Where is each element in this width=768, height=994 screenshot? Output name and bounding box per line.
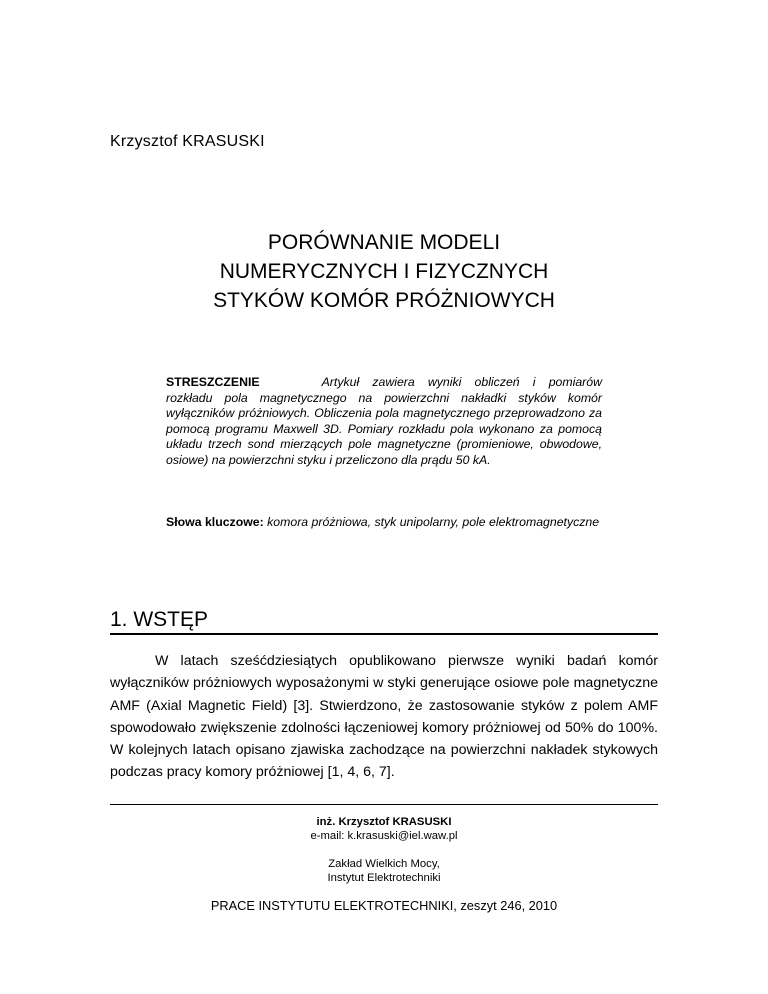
abstract-text: Artykuł zawiera wyniki obliczeń i pomiarów rozkładu pola magnetycznego na powierzchni nakładki styków komór wyłączników próżniowych. Obliczenia pola magnetycznego przeprowadzono za pomocą programu Maxwell 3D. Pomiary rozkładu pola wykonano za pomocą układu trzech sond mierzących pole magnetyczne (promieniowe, obwodowe, osiowe) na powierzchni styku i przeliczono dla prądu 50 kA. [166, 375, 602, 467]
footer-email: e-mail: k.krasuski@iel.waw.pl [310, 830, 458, 842]
footer-affiliation-1: Zakład Wielkich Mocy, [328, 858, 440, 870]
title-line-1: PORÓWNANIE MODELI [267, 231, 501, 254]
title-line-2: NUMERYCZNYCH I FIZYCZNYCH [219, 260, 549, 283]
section-heading: 1. WSTĘP [110, 608, 658, 635]
footer-journal: PRACE INSTYTUTU ELEKTROTECHNIKI, zeszyt 246, 2010 [210, 898, 558, 913]
abstract-label: STRESZCZENIE [166, 375, 260, 389]
footer-author-name: inż. Krzysztof KRASUSKI [316, 816, 452, 828]
title-line-3: STYKÓW KOMÓR PRÓŻNIOWYCH [213, 289, 555, 312]
footer-divider [110, 804, 658, 805]
keywords-text: komora próżniowa, styk unipolarny, pole elektromagnetyczne [267, 515, 600, 529]
abstract-block [166, 375, 602, 469]
author-header: Krzysztof KRASUSKI [110, 133, 265, 150]
keywords-label: Słowa kluczowe: [166, 515, 264, 529]
footer-block [110, 815, 658, 913]
paper-title [110, 228, 658, 315]
keywords-block [166, 515, 602, 531]
intro-paragraph: W latach sześćdziesiątych opublikowano pierwsze wyniki badań komór wyłączników próżniowych wyposażonymi w styki generujące osiowe pole magnetyczne AMF (Axial Magnetic Field) [3]. Stwierdzono, że zastosowanie styków z polem AMF spowodowało zwiększenie zdolności łączeniowej komory próżniowej od 50% do 100%. W kolejnych latach opisano zjawiska zachodzące na powierzchni nakładek stykowych podczas pracy komory próżniowej [1, 4, 6, 7]. [110, 653, 658, 781]
footer-affiliation-2: Instytut Elektrotechniki [327, 872, 441, 884]
